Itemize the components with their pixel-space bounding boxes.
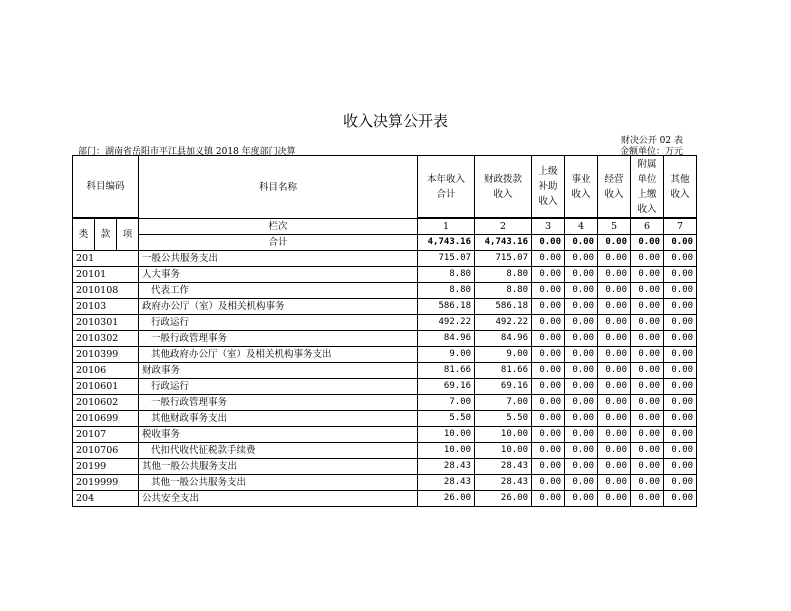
row-value: 0.00 bbox=[565, 299, 598, 315]
header-xiang: 项 bbox=[117, 219, 139, 251]
row-value: 586.18 bbox=[418, 299, 475, 315]
row-name: 一般行政管理事务 bbox=[139, 331, 418, 347]
row-code: 2010301 bbox=[73, 315, 139, 331]
row-code: 2010699 bbox=[73, 411, 139, 427]
row-code: 2010108 bbox=[73, 283, 139, 299]
table-row bbox=[73, 283, 697, 299]
row-value: 0.00 bbox=[631, 443, 664, 459]
row-value: 81.66 bbox=[475, 363, 532, 379]
row-value: 0.00 bbox=[664, 267, 697, 283]
table-row bbox=[73, 315, 697, 331]
row-value: 0.00 bbox=[598, 363, 631, 379]
row-value: 28.43 bbox=[475, 475, 532, 491]
row-value: 0.00 bbox=[565, 379, 598, 395]
row-value: 0.00 bbox=[532, 347, 565, 363]
row-name: 一般公共服务支出 bbox=[139, 251, 418, 267]
table-row bbox=[73, 363, 697, 379]
row-value: 0.00 bbox=[565, 315, 598, 331]
department-label: 部门：湖南省岳阳市平江县加义镇 2018 年度部门决算 bbox=[78, 147, 296, 157]
row-value: 0.00 bbox=[565, 363, 598, 379]
row-value: 492.22 bbox=[418, 315, 475, 331]
row-value: 0.00 bbox=[631, 347, 664, 363]
row-value: 0.00 bbox=[598, 283, 631, 299]
row-value: 0.00 bbox=[664, 283, 697, 299]
header-other: 其他 收入 bbox=[664, 156, 697, 218]
total-row bbox=[73, 235, 697, 251]
row-value: 0.00 bbox=[532, 443, 565, 459]
row-value: 0.00 bbox=[631, 491, 664, 507]
row-value: 0.00 bbox=[631, 283, 664, 299]
lanci-label: 栏次 bbox=[139, 219, 418, 235]
row-value: 26.00 bbox=[475, 491, 532, 507]
row-value: 492.22 bbox=[475, 315, 532, 331]
row-value: 0.00 bbox=[565, 443, 598, 459]
row-value: 0.00 bbox=[664, 475, 697, 491]
row-value: 0.00 bbox=[532, 427, 565, 443]
row-value: 0.00 bbox=[631, 299, 664, 315]
row-name: 代表工作 bbox=[139, 283, 418, 299]
row-code: 2019999 bbox=[73, 475, 139, 491]
row-value: 8.80 bbox=[418, 283, 475, 299]
row-code: 20199 bbox=[73, 459, 139, 475]
total-value: 4,743.16 bbox=[475, 235, 532, 251]
row-value: 0.00 bbox=[532, 299, 565, 315]
col-number: 1 bbox=[418, 219, 475, 235]
row-value: 28.43 bbox=[418, 475, 475, 491]
header-row bbox=[73, 156, 697, 218]
row-value: 586.18 bbox=[475, 299, 532, 315]
row-value: 0.00 bbox=[664, 363, 697, 379]
total-value: 4,743.16 bbox=[418, 235, 475, 251]
row-value: 0.00 bbox=[598, 267, 631, 283]
header-kuan: 款 bbox=[95, 219, 117, 251]
row-value: 0.00 bbox=[532, 475, 565, 491]
row-value: 0.00 bbox=[532, 491, 565, 507]
row-value: 0.00 bbox=[565, 475, 598, 491]
row-code: 201 bbox=[73, 251, 139, 267]
row-value: 0.00 bbox=[598, 443, 631, 459]
row-value: 0.00 bbox=[565, 411, 598, 427]
row-code: 2010706 bbox=[73, 443, 139, 459]
row-code: 20106 bbox=[73, 363, 139, 379]
row-code: 2010302 bbox=[73, 331, 139, 347]
form-number: 财决公开 02 表 bbox=[620, 136, 683, 146]
row-name: 公共安全支出 bbox=[139, 491, 418, 507]
row-value: 0.00 bbox=[532, 251, 565, 267]
row-value: 0.00 bbox=[565, 491, 598, 507]
row-value: 8.80 bbox=[418, 267, 475, 283]
row-value: 0.00 bbox=[664, 411, 697, 427]
row-value: 715.07 bbox=[475, 251, 532, 267]
table-row bbox=[73, 459, 697, 475]
col-number: 3 bbox=[532, 219, 565, 235]
header-fiscal: 财政拨款 收入 bbox=[475, 156, 532, 218]
row-value: 5.50 bbox=[418, 411, 475, 427]
row-value: 28.43 bbox=[475, 459, 532, 475]
header-superior: 上级 补助 收入 bbox=[532, 156, 565, 218]
table-row bbox=[73, 411, 697, 427]
row-value: 0.00 bbox=[631, 459, 664, 475]
row-value: 10.00 bbox=[475, 443, 532, 459]
row-value: 0.00 bbox=[664, 299, 697, 315]
row-value: 0.00 bbox=[664, 427, 697, 443]
row-name: 政府办公厅（室）及相关机构事务 bbox=[139, 299, 418, 315]
row-value: 0.00 bbox=[532, 379, 565, 395]
row-value: 0.00 bbox=[598, 379, 631, 395]
page-title: 收入决算公开表 bbox=[342, 112, 448, 130]
row-value: 0.00 bbox=[598, 475, 631, 491]
row-name: 人大事务 bbox=[139, 267, 418, 283]
row-value: 0.00 bbox=[598, 491, 631, 507]
row-value: 9.00 bbox=[475, 347, 532, 363]
header-business: 事业 收入 bbox=[565, 156, 598, 218]
row-value: 0.00 bbox=[598, 251, 631, 267]
row-value: 0.00 bbox=[565, 267, 598, 283]
row-value: 84.96 bbox=[475, 331, 532, 347]
col-number: 2 bbox=[475, 219, 532, 235]
col-number: 6 bbox=[631, 219, 664, 235]
row-value: 0.00 bbox=[664, 315, 697, 331]
total-value: 0.00 bbox=[598, 235, 631, 251]
table-row bbox=[73, 395, 697, 411]
row-value: 0.00 bbox=[565, 347, 598, 363]
header-operating: 经营 收入 bbox=[598, 156, 631, 218]
table-row bbox=[73, 427, 697, 443]
row-value: 69.16 bbox=[418, 379, 475, 395]
row-value: 0.00 bbox=[631, 379, 664, 395]
header-code: 科目编码 bbox=[73, 156, 139, 218]
row-value: 0.00 bbox=[664, 251, 697, 267]
row-name: 代扣代收代征税款手续费 bbox=[139, 443, 418, 459]
row-value: 10.00 bbox=[418, 443, 475, 459]
row-value: 5.50 bbox=[475, 411, 532, 427]
row-code: 2010602 bbox=[73, 395, 139, 411]
row-name: 行政运行 bbox=[139, 379, 418, 395]
col-number: 7 bbox=[664, 219, 697, 235]
table-row bbox=[73, 347, 697, 363]
table-row bbox=[73, 251, 697, 267]
row-value: 0.00 bbox=[631, 251, 664, 267]
row-value: 0.00 bbox=[598, 459, 631, 475]
row-name: 税收事务 bbox=[139, 427, 418, 443]
col-number: 4 bbox=[565, 219, 598, 235]
row-code: 20101 bbox=[73, 267, 139, 283]
row-value: 0.00 bbox=[565, 427, 598, 443]
row-value: 0.00 bbox=[664, 347, 697, 363]
row-value: 0.00 bbox=[631, 363, 664, 379]
row-value: 0.00 bbox=[565, 395, 598, 411]
row-value: 0.00 bbox=[631, 395, 664, 411]
row-value: 0.00 bbox=[631, 411, 664, 427]
row-name: 一般行政管理事务 bbox=[139, 395, 418, 411]
header-lei: 类 bbox=[73, 219, 95, 251]
total-value: 0.00 bbox=[565, 235, 598, 251]
row-code: 204 bbox=[73, 491, 139, 507]
row-value: 8.80 bbox=[475, 283, 532, 299]
row-value: 0.00 bbox=[565, 331, 598, 347]
row-value: 0.00 bbox=[598, 347, 631, 363]
row-value: 0.00 bbox=[532, 411, 565, 427]
row-value: 8.80 bbox=[475, 267, 532, 283]
row-value: 0.00 bbox=[532, 395, 565, 411]
row-name: 其他一般公共服务支出 bbox=[139, 475, 418, 491]
table-row bbox=[73, 331, 697, 347]
row-value: 84.96 bbox=[418, 331, 475, 347]
row-value: 0.00 bbox=[532, 459, 565, 475]
col-number: 5 bbox=[598, 219, 631, 235]
row-name: 行政运行 bbox=[139, 315, 418, 331]
table-row bbox=[73, 443, 697, 459]
table-row bbox=[73, 299, 697, 315]
row-value: 715.07 bbox=[418, 251, 475, 267]
row-value: 0.00 bbox=[631, 267, 664, 283]
total-value: 0.00 bbox=[631, 235, 664, 251]
row-value: 0.00 bbox=[664, 443, 697, 459]
income-table bbox=[72, 155, 697, 507]
row-code: 2010399 bbox=[73, 347, 139, 363]
row-value: 0.00 bbox=[532, 363, 565, 379]
row-value: 0.00 bbox=[664, 331, 697, 347]
total-value: 0.00 bbox=[664, 235, 697, 251]
row-value: 0.00 bbox=[532, 267, 565, 283]
row-value: 0.00 bbox=[598, 395, 631, 411]
row-value: 0.00 bbox=[598, 315, 631, 331]
row-name: 其他财政事务支出 bbox=[139, 411, 418, 427]
row-name: 财政事务 bbox=[139, 363, 418, 379]
row-value: 0.00 bbox=[631, 427, 664, 443]
row-name: 其他政府办公厅（室）及相关机构事务支出 bbox=[139, 347, 418, 363]
row-value: 7.00 bbox=[418, 395, 475, 411]
row-code: 20103 bbox=[73, 299, 139, 315]
row-value: 0.00 bbox=[565, 459, 598, 475]
row-value: 0.00 bbox=[664, 379, 697, 395]
table-row bbox=[73, 267, 697, 283]
row-value: 0.00 bbox=[598, 299, 631, 315]
header-name: 科目名称 bbox=[139, 156, 418, 219]
row-value: 0.00 bbox=[598, 331, 631, 347]
table-row bbox=[73, 491, 697, 507]
row-value: 0.00 bbox=[565, 251, 598, 267]
row-code: 20107 bbox=[73, 427, 139, 443]
header-total: 本年收入 合计 bbox=[418, 156, 475, 218]
row-value: 9.00 bbox=[418, 347, 475, 363]
row-value: 81.66 bbox=[418, 363, 475, 379]
table-row bbox=[73, 379, 697, 395]
row-value: 10.00 bbox=[475, 427, 532, 443]
row-value: 0.00 bbox=[532, 315, 565, 331]
unit-label: 金额单位：万元 bbox=[619, 147, 683, 157]
lanci-row bbox=[73, 219, 697, 235]
row-value: 0.00 bbox=[631, 331, 664, 347]
row-value: 0.00 bbox=[664, 459, 697, 475]
row-value: 69.16 bbox=[475, 379, 532, 395]
row-value: 0.00 bbox=[598, 411, 631, 427]
row-value: 28.43 bbox=[418, 459, 475, 475]
row-name: 其他一般公共服务支出 bbox=[139, 459, 418, 475]
row-value: 0.00 bbox=[664, 491, 697, 507]
row-value: 0.00 bbox=[631, 315, 664, 331]
row-value: 0.00 bbox=[532, 331, 565, 347]
row-value: 0.00 bbox=[664, 395, 697, 411]
row-value: 7.00 bbox=[475, 395, 532, 411]
row-value: 0.00 bbox=[598, 427, 631, 443]
row-value: 0.00 bbox=[532, 283, 565, 299]
row-value: 0.00 bbox=[631, 475, 664, 491]
total-value: 0.00 bbox=[532, 235, 565, 251]
header-affiliated: 附属 单位 上缴 收入 bbox=[631, 156, 664, 218]
row-value: 10.00 bbox=[418, 427, 475, 443]
row-code: 2010601 bbox=[73, 379, 139, 395]
total-label: 合计 bbox=[139, 235, 418, 251]
row-value: 0.00 bbox=[565, 283, 598, 299]
row-value: 26.00 bbox=[418, 491, 475, 507]
table-row bbox=[73, 475, 697, 491]
